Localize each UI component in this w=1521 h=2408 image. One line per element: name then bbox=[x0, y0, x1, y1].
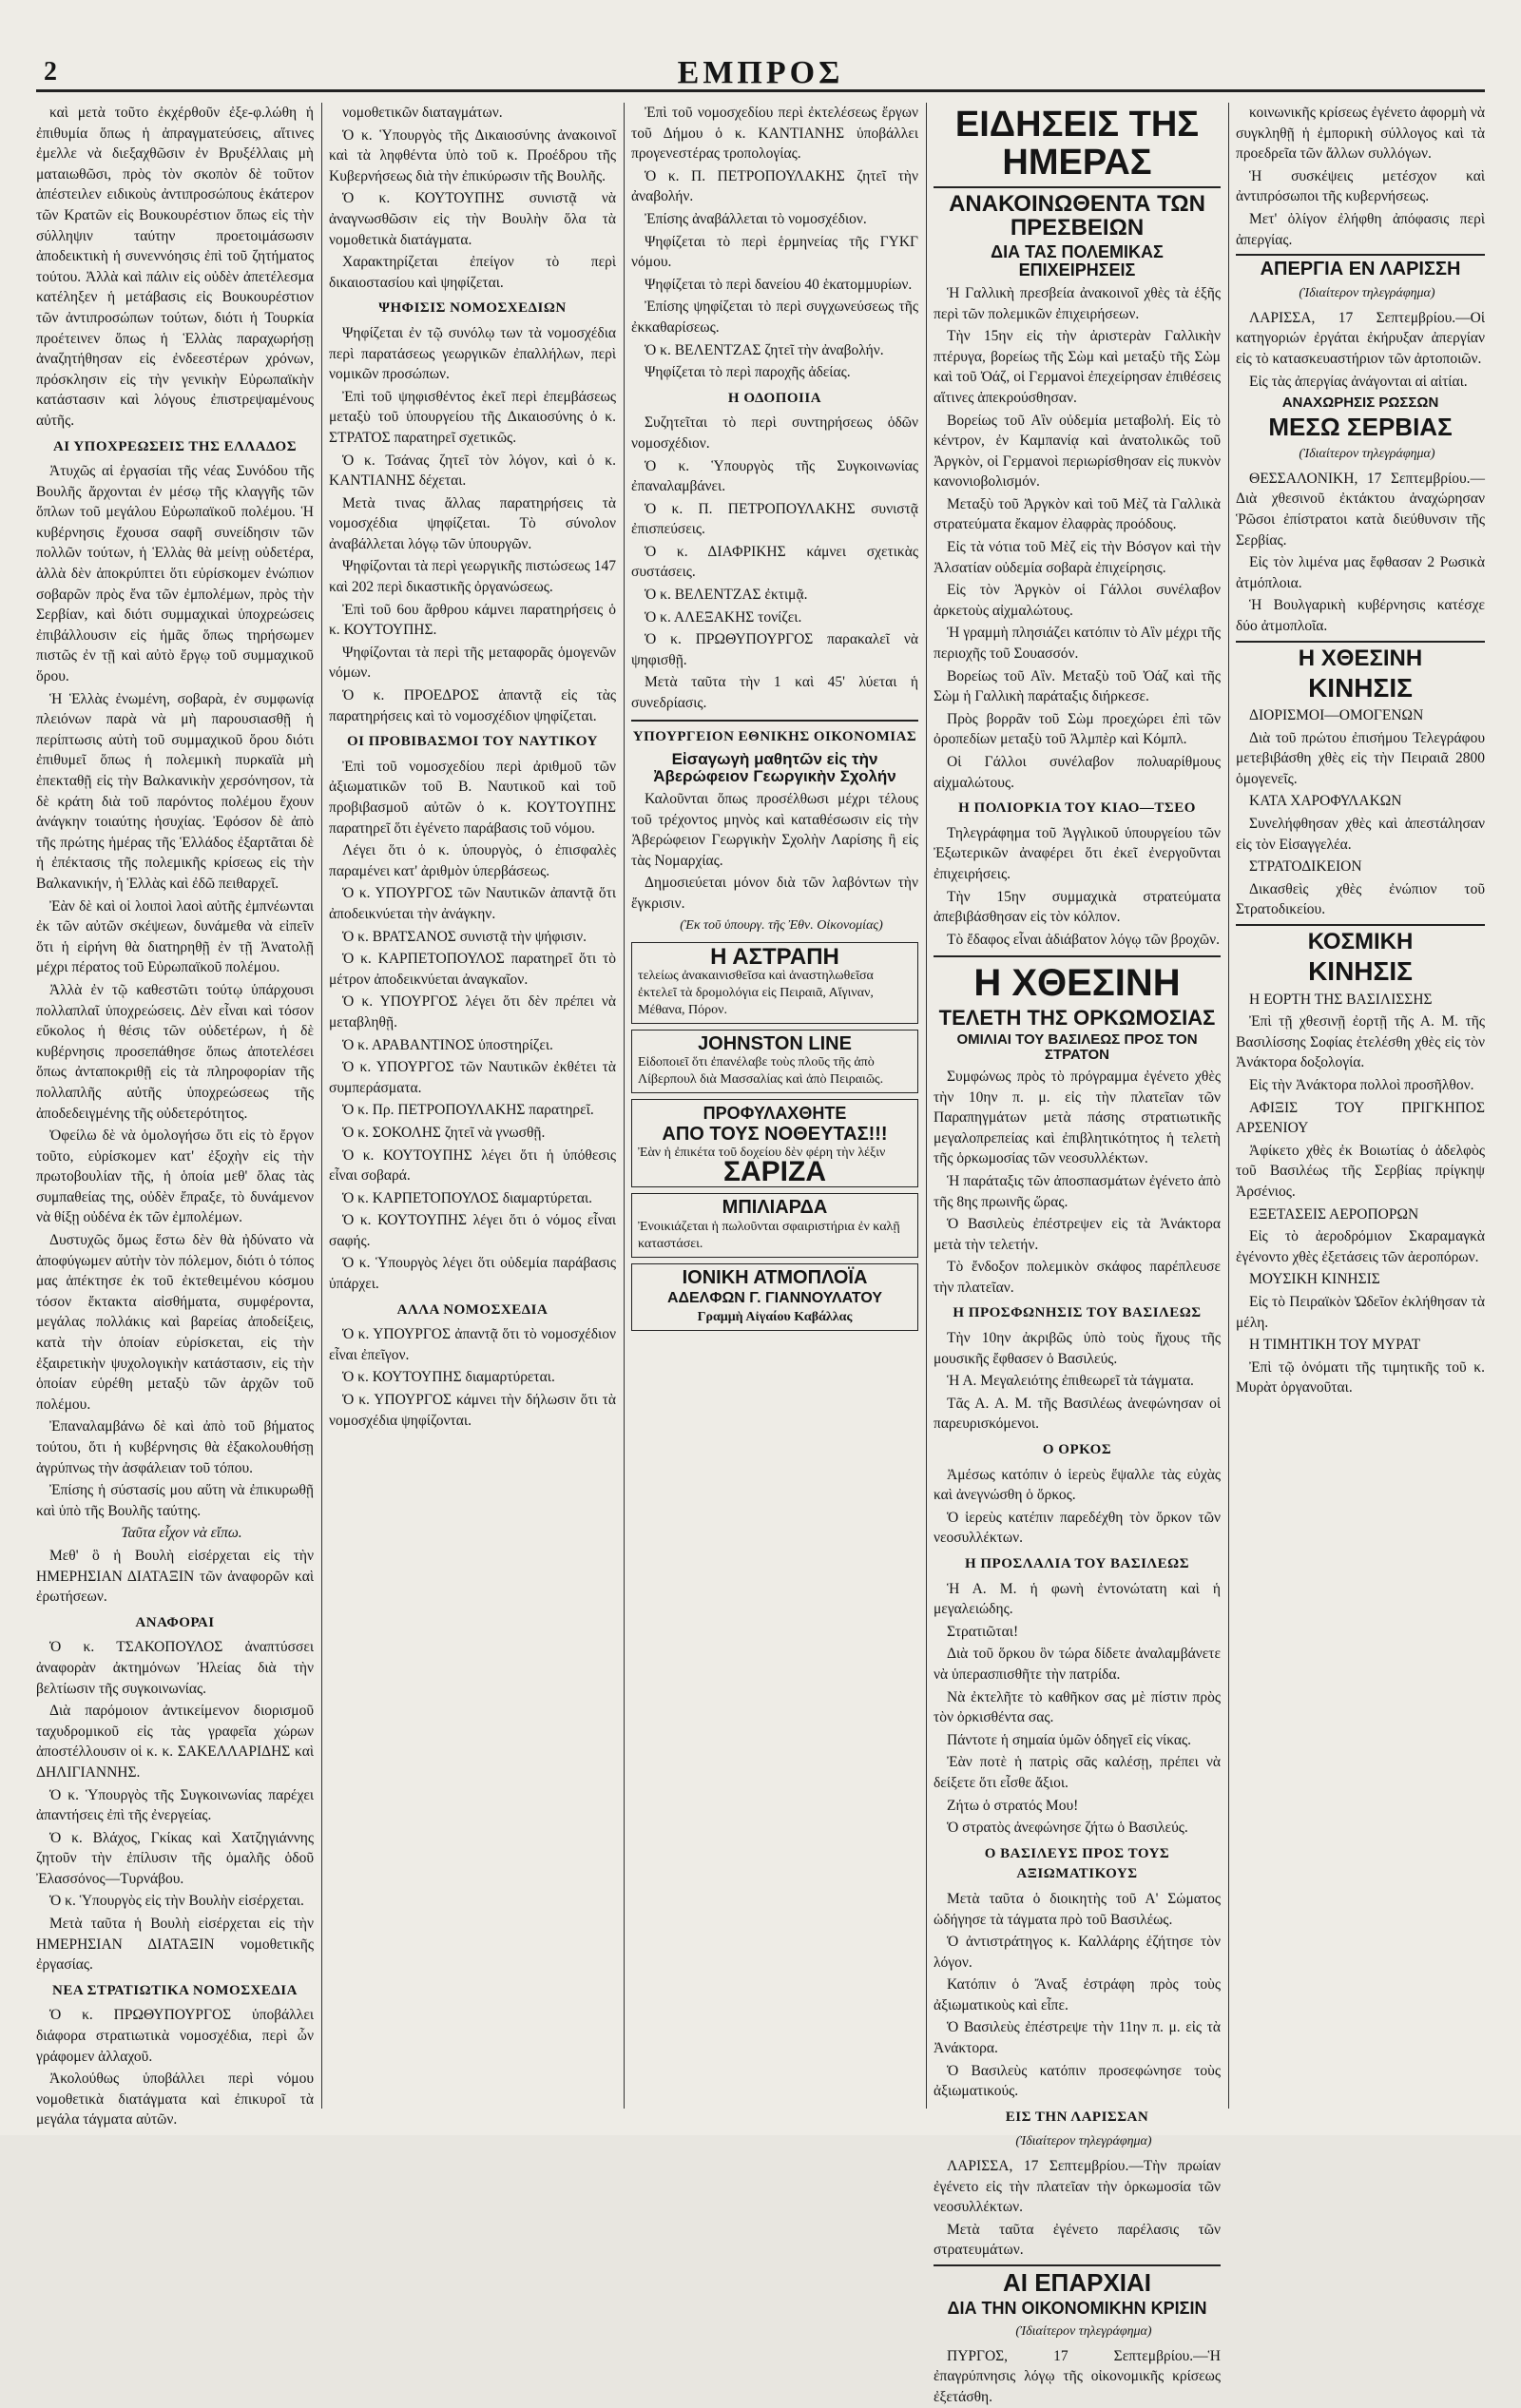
newspaper-name: ΕΜΠΡΟΣ bbox=[677, 55, 844, 90]
section-title: ΝΕΑ ΣΤΡΑΤΙΩΤΙΚΑ ΝΟΜΟΣΧΕΔΙΑ bbox=[52, 1982, 298, 1998]
paragraph: Ὁ κ. Ὑπουργὸς τῆς Δικαιοσύνης ἀνακοινοῖ καὶ τὰ ληφθέντα ὑπὸ τοῦ κ. Προέδρου τῆς Κυβερνήσεως διὰ τὴν ἐπικύρωσιν τῆς Βουλῆς. bbox=[329, 126, 616, 184]
paragraph: Ὁ κ. ΥΠΟΥΡΓΟΣ τῶν Ναυτικῶν ἀπαντᾷ ὅτι ἀποδεικνύεται τὴν ἀνάγκην. bbox=[329, 885, 616, 922]
paragraph: Ὁ κ. Τσάνας ζητεῖ τὸν λόγον, καὶ ὁ κ. ΚΑΝΤΙΑΝΗΣ δέχεται. bbox=[329, 452, 616, 490]
notice-subtitle: Εἰσαγωγὴ μαθητῶν εἰς τὴν Ἀβερώφειον Γεωργικὴν Σχολήν bbox=[653, 750, 896, 786]
paragraph: Εἰς τὸ Πειραϊκὸν Ὠδεῖον ἐκλήθησαν τὰ μέλη. bbox=[1236, 1293, 1485, 1331]
paragraph: Ὁ κ. Π. ΠΕΤΡΟΠΟΥΛΑΚΗΣ συνιστᾷ ἐπισπεύσεις. bbox=[631, 500, 918, 538]
ad-brand: ΣΑΡΙΖΑ bbox=[722, 1156, 826, 1188]
paragraph: Ὁ κ. ΒΕΛΕΝΤΖΑΣ ζητεῖ τὴν ἀναβολήν. bbox=[645, 341, 884, 358]
paragraph: Ὁ κ. ΥΠΟΥΡΓΟΣ κάμνει τὴν δήλωσιν ὅτι τὰ νομοσχέδια ψηφίζονται. bbox=[329, 1392, 616, 1429]
paragraph: Διὰ τοῦ πρώτου ἐπισήμου Τελεγράφου μετεβιβάσθη χθὲς εἰς τὴν Πειραιᾶ 2800 ὁμογενεῖς. bbox=[1236, 729, 1485, 787]
paragraph: Ἡ Α. Μ. ἡ φωνὴ ἐντονώτατη καὶ ἡ μεγαλειώδης. bbox=[934, 1580, 1221, 1618]
paragraph: Ἀκολούθως ὑποβάλλει περὶ νόμου νομοθετικὰ διατάγματα καὶ ἐπικυροῖ τὰ μεγάλα τάγματα αὐτῶν. bbox=[36, 2071, 314, 2129]
paragraph: Εἰς τὸ ἀεροδρόμιον Σκαραμαγκὰ ἐγένοντο χθὲς ἐξετάσεις τῶν ἀεροπόρων. bbox=[1236, 1228, 1485, 1265]
section-headline: ΚΟΣΜΙΚΗ bbox=[1236, 924, 1485, 954]
section-headline: ΑΠΕΡΓΙΑ ΕΝ ΛΑΡΙΣΣΗ bbox=[1236, 254, 1485, 279]
paragraph: Ὁ κ. ΚΟΥΤΟΥΠΗΣ λέγει ὅτι ὁ νόμος εἶναι σαφής. bbox=[329, 1212, 616, 1249]
paragraph: Ὁ κ. ΣΟΚΟΛΗΣ ζητεῖ νὰ γνωσθῇ. bbox=[342, 1124, 546, 1141]
column-3 bbox=[631, 103, 918, 2109]
paragraph: Ὁ ἀντιστράτηγος κ. Καλλάρης ἐζήτησε τὸν λόγον. bbox=[934, 1934, 1221, 1971]
ad-astrapi bbox=[631, 942, 918, 1024]
ad-text: Ἐὰν ἡ ἐπικέτα τοῦ δοχείου δὲν φέρη τὴν λέξιν bbox=[638, 1146, 886, 1161]
paragraph: Ἐπίσης ἀναβάλλεται τὸ νομοσχέδιον. bbox=[645, 210, 867, 227]
paragraph: Ὁ κ. Ὑπουργὸς τῆς Συγκοινωνίας ἐπαναλαμβάνει. bbox=[631, 457, 918, 495]
paragraph: Ὁ κ. ΚΑΡΠΕΤΟΠΟΥΛΟΣ παρατηρεῖ ὅτι τὸ μέτρον ἀποδεικνύεται ἀναγκαῖον. bbox=[329, 951, 616, 988]
paragraph: Μεταξὺ τοῦ Ἀργκὸν καὶ τοῦ Μὲζ τὰ Γαλλικὰ στρατεύματα ἔκαμον ἐλαφρὰς προόδους. bbox=[934, 495, 1221, 533]
headline-provinces-sub: ΔΙΑ ΤΗΝ ΟΙΚΟΝΟΜΙΚΗΝ ΚΡΙΣΙΝ bbox=[947, 2299, 1207, 2319]
paragraph: Ψηφίζεται τὸ περὶ παροχῆς ἀδείας. bbox=[645, 364, 851, 381]
section-big-headline: ΜΕΣΩ ΣΕΡΒΙΑΣ bbox=[1268, 412, 1453, 441]
paragraph: Ὁ ἱερεὺς κατέπιν παρεδέχθη τὸν ὅρκον τῶν νεοσυλλέκτων. bbox=[934, 1509, 1221, 1547]
paragraph: Ἐπίσης ἡ σύστασίς μου αὕτη νὰ ἐπικυρωθῇ καὶ ὑπὸ τῆς Βουλῆς ταύτης. bbox=[36, 1482, 314, 1519]
paragraph: Η ΕΟΡΤΗ ΤΗΣ ΒΑΣΙΛΙΣΣΗΣ bbox=[1249, 991, 1433, 1008]
paragraph: Ἡ συσκέψεις μετέσχον καὶ ἀντιπρόσωποι τῆς κυβερνήσεως. bbox=[1236, 167, 1485, 205]
paragraph: Ἐπὶ τοῦ νομοσχεδίου περὶ ἐκτελέσεως ἔργων τοῦ Δήμου ὁ κ. ΚΑΝΤΙΑΝΗΣ ὑποβάλλει προγενεστέρας τροπολογίας. bbox=[631, 105, 918, 163]
section-title: Η ΟΔΟΠΟΙΙΑ bbox=[727, 390, 822, 406]
paragraph: Ὁ Βασιλεὺς ἐπέστρεψε τὴν 11ην π. μ. εἰς τὰ Ἀνάκτορα. bbox=[934, 2019, 1221, 2057]
paragraph: Ὁ κ. ΚΟΥΤΟΥΠΗΣ διαμαρτύρεται. bbox=[342, 1369, 555, 1386]
paragraph: Ὁ κ. Ὑπουργὸς τῆς Συγκοινωνίας παρέχει ἀπαντήσεις ἐπὶ τῆς ἐνεργείας. bbox=[36, 1786, 314, 1824]
paragraph: Μετὰ ταῦτα ὁ διοικητὴς τοῦ Α' Σώματος ὡδήγησε τὰ τάγματα πρὸ τοῦ Βασιλέως. bbox=[934, 1890, 1221, 1928]
notice-source: (Ἐκ τοῦ ὑπουργ. τῆς Ἐθν. Οἰκονομίας) bbox=[680, 918, 883, 934]
dispatch-note: (Ἰδιαίτερον τηλεγράφημα) bbox=[1015, 2324, 1152, 2340]
paragraph: Ἐπὶ τοῦ 6ου ἄρθρου κάμνει παρατηρήσεις ὁ κ. ΚΟΥΤΟΥΠΗΣ. bbox=[329, 601, 616, 639]
notice-title: ΥΠΟΥΡΓΕΙΟΝ ΕΘΝΙΚΗΣ ΟΙΚΟΝΟΜΙΑΣ bbox=[632, 728, 917, 744]
paragraph: Ὁ κ. ΑΡΑΒΑΝΤΙΝΟΣ ὑποστηρίζει. bbox=[342, 1036, 553, 1053]
paragraph: Ἐπαναλαμβάνω δὲ καὶ ἀπὸ τοῦ βήματος τούτου, ὅτι ἡ κυβέρνησις θὰ ἐξακολουθήσῃ ἀγρύπνως τὴν ἀσφάλειαν τοῦ τόπου. bbox=[36, 1418, 314, 1476]
paragraph: Ἐπὶ τοῦ ψηφισθέντος ἐκεῖ περὶ ἐπεμβάσεως μεταξὺ τοῦ ὑπουργείου τῆς Δικαιοσύνης ὁ κ. ΣΤΡΑΤΟΣ παρατηρεῖ σχετικῶς. bbox=[329, 388, 616, 446]
masthead bbox=[36, 57, 1485, 92]
paragraph: Ψηφίζονται τὰ περὶ τῆς μεταφορᾶς ὁμογενῶν νόμων. bbox=[329, 644, 616, 682]
paragraph: ΕΞΕΤΑΣΕΙΣ ΑΕΡΟΠΟΡΩΝ bbox=[1249, 1205, 1419, 1223]
ad-johnston-line bbox=[631, 1030, 918, 1094]
paragraph: Μετὰ ταῦτα ἐγένετο παρέλασις τῶν στρατευμάτων. bbox=[934, 2221, 1221, 2259]
column-1 bbox=[36, 103, 314, 2129]
paragraph: Ἡ Ἑλλὰς ἐνωμένη, σοβαρὰ, ἐν συμφωνίᾳ πλειόνων παρὰ νὰ μὴ παρουσιασθῇ ἡ περίπτωσις αὐτὴ τοῦ συμμαχικοῦ ὅρου διότι ἐπιθυμεῖ ὅπως ἡ πολεμικὴ πυρκαϊὰ μὴ ἐπεκταθῇ εἰς τὴν Βαλκανικὴν χερσόνησον, τὰ δὲ κράτη διὰ τοῦ παρόντος πολέμου ἔχουν ἀνάγκην τοιαύτης ἡσυχίας. Ἐφόσον δὲ ἀπὸ τῆς πρώτης ἡμέρας τῆς Ἑλλάδος ἐξαρτᾶται δὲ ἡ ἐπέκτασις τῆς πολεμικῆς κρίσεως εἰς τὴν Βαλκανικήν, ἡ Ἑλλὰς καὶ ἐδῶ πειθαρχεῖ. bbox=[36, 690, 314, 892]
col1-intro bbox=[36, 103, 314, 432]
paragraph: Ὁ κ. Βλάχος, Γκίκας καὶ Χατζηγιάννης ζητοῦν τὴν ἐπίλυσιν τῆς ὁμαλῆς ὁδοῦ Ἐλασσόνος—Τυρνάβου. bbox=[36, 1829, 314, 1887]
ad-title: Η ΑΣΤΡΑΠΗ bbox=[710, 944, 839, 971]
paragraph: Δυστυχῶς ὅμως ἕστω δὲν θὰ ἠδύνατο νὰ ἀποφύγωμεν αὐτὴν τὸν πόλεμον, διότι ὁ τόπος μας ἀπέκτησε ἐκ τοῦ ἐκτεθειμένου κόσμου τόσον ἔκτακτα αἰσθήματα, συμφέροντα, μεγάλας πολλάκις καὶ βαρείας ἀποδείξεις, κατὰ τὴν ὁποίαν εὑρίσκεται, εἰς τὴν ἐξαιρετικὴν ψυχολογικὴν κατάστασιν, εἰς τὴν ὁποίαν εὑρέθη μεταξὺ τῶν ἀρχῶν τοῦ πολέμου. bbox=[36, 1232, 314, 1413]
paragraph: Ἡ παράταξις τῶν ἀποσπασμάτων ἐγένετο ἀπὸ τῆς 8ης πρωινῆς ὥρας. bbox=[934, 1172, 1221, 1210]
paragraph: Ὁ Βασιλεὺς κατόπιν προσεφώνησε τοὺς ἀξιωματικούς. bbox=[934, 2062, 1221, 2100]
column-divider bbox=[926, 103, 927, 2109]
section-title: ΑΙ ΥΠΟΧΡΕΩΣΕΙΣ ΤΗΣ ΕΛΛΑΔΟΣ bbox=[52, 438, 298, 454]
paragraph: Ὁ κ. ΠΡΟΕΔΡΟΣ ἀπαντᾷ εἰς τὰς παρατηρήσεις καὶ τὸ νομοσχέδιον ψηφίζεται. bbox=[329, 687, 616, 724]
divider bbox=[934, 955, 1221, 957]
paragraph: Ἀφίκετο χθὲς ἐκ Βοιωτίας ὁ ἀδελφὸς τοῦ Βασιλέως τῆς Σερβίας πρίγκηψ Ἀρσένιος. bbox=[1236, 1142, 1485, 1200]
section-title: ΨΗΦΙΣΙΣ ΝΟΜΟΣΧΕΔΙΩΝ bbox=[378, 300, 567, 317]
paragraph: Μεθ' ὃ ἡ Βουλὴ εἰσέρχεται εἰς τὴν ΗΜΕΡΗΣΙΑΝ ΔΙΑΤΑΞΙΝ τῶν ἀναφορῶν καὶ ἐρωτήσεων. bbox=[36, 1547, 314, 1606]
paragraph: Ἀμέσως κατόπιν ὁ ἱερεὺς ἔψαλλε τὰς εὐχὰς καὶ ἀνεγνώσθη ὁ ὅρκος. bbox=[934, 1466, 1221, 1504]
paragraph: Πρὸς βορρᾶν τοῦ Σὼμ προεχώρει ἐπὶ τῶν ὀροπεδίων μεταξὺ τοῦ Ἀλμπὲρ καὶ Κόμπλ. bbox=[934, 710, 1221, 748]
paragraph: Εἰς τὸν Ἀργκὸν οἱ Γάλλοι συνέλαβον ἀρκετοὺς αἰχμαλώτους. bbox=[934, 582, 1221, 619]
paragraph: Ὁ κ. ΥΠΟΥΡΓΟΣ τῶν Ναυτικῶν ἐκθέτει τὰ συμπεράσματα. bbox=[329, 1059, 616, 1096]
paragraph: Ὁ κ. ΠΡΩΘΥΠΟΥΡΓΟΣ ὑποβάλλει διάφορα στρατιωτικὰ νομοσχέδια, περὶ ὧν γράφομεν ἀλλαχοῦ. bbox=[36, 2007, 314, 2065]
column-divider bbox=[1228, 103, 1229, 2109]
sub-headline: ΑΝΑΚΟΙΝΩΘΕΝΤΑ ΤΩΝ ΠΡΕΣΒΕΙΩΝ bbox=[949, 190, 1205, 241]
section-title: ΕΙΣ ΤΗΝ ΛΑΡΙΣΣΑΝ bbox=[1005, 2109, 1149, 2125]
paragraph: Ἐπὶ τῷ ὀνόματι τῆς τιμητικῆς τοῦ κ. Μυρὰτ ὀργανοῦται. bbox=[1236, 1358, 1485, 1397]
page-number: 2 bbox=[44, 57, 57, 87]
paragraph: ΛΑΡΙΣΣΑ, 17 Σεπτεμβρίου.—Οἱ κατηγοριών ἐργάται ἐκήρυξαν ἀπεργίαν εἰς τὸ κατασκευαστήριον τῶν ἀρτοποιῶν. bbox=[1236, 309, 1485, 367]
section-title: ΟΙ ΠΡΟΒΙΒΑΣΜΟΙ ΤΟΥ ΝΑΥΤΙΚΟΥ bbox=[346, 734, 599, 750]
paragraph: Ὁ κ. ΠΡΩΘΥΠΟΥΡΓΟΣ παρακαλεῖ νὰ ψηφισθῇ. bbox=[631, 631, 918, 668]
paragraph: Ἡ Βουλγαρικὴ κυβέρνησις κατέσχε δύο ἀτμοπλοῖα. bbox=[1236, 597, 1485, 634]
paragraph: ΔΙΟΡΙΣΜΟΙ—ΟΜΟΓΕΝΩΝ bbox=[1249, 707, 1424, 724]
paragraph: Διὰ παρόμοιον ἀντικείμενον διορισμοῦ ταχυδρομικοῦ εἰς τὰς γραφεῖα χώρων ἀποστέλλουσιν οἱ κ. κ. ΣΑΚΕΛΛΑΡΙΔΗΣ καὶ ΔΗΛΙΓΙΑΝΝΗΣ. bbox=[36, 1703, 314, 1781]
section-title: ΑΝΑΦΟΡΑΙ bbox=[135, 1614, 215, 1630]
paragraph: Πάντοτε ἡ σημαία ὑμῶν ὁδηγεῖ εἰς νίκας. bbox=[947, 1731, 1191, 1748]
paragraph: Τὸ ἔνδοξον πολεμικὸν σκάφος παρέπλευσε τὴν πλατεῖαν. bbox=[934, 1259, 1221, 1296]
section-title: Η ΠΡΟΣΦΩΝΗΣΙΣ ΤΟΥ ΒΑΣΙΛΕΩΣ bbox=[953, 1305, 1202, 1321]
section-title: Η ΠΟΛΙΟΡΚΙΑ ΤΟΥ ΚΙΑΟ—ΤΣΕΟ bbox=[958, 800, 1196, 817]
paragraph: νομοθετικῶν διαταγμάτων. bbox=[342, 105, 503, 121]
paragraph: Τὴν 10ην ἀκριβῶς ὑπὸ τοὺς ἤχους τῆς μουσικῆς ἔφθασεν ὁ Βασιλεύς. bbox=[934, 1330, 1221, 1367]
ad-text: Ἐνοικιάζεται ἡ πωλοῦνται σφαιριστήρια ἐν καλῇ καταστάσει. bbox=[638, 1219, 900, 1251]
paragraph: Ἡ γραμμὴ πλησιάζει κατόπιν τὸ Αἲν μέχρι τῆς περιοχῆς τοῦ Σουασσόν. bbox=[934, 625, 1221, 663]
paragraph: Ἐὰν ποτὲ ἡ πατρὶς σᾶς καλέσῃ, πρέπει νὰ δείξετε ὅτι εἶσθε ἄξιοι. bbox=[934, 1754, 1221, 1791]
paragraph: Ψηφίζονται τὰ περὶ γεωργικῆς πιστώσεως 147 καὶ 202 περὶ δικαστικῆς ὀργανώσεως. bbox=[329, 558, 616, 596]
ad-title: ΠΡΟΦΥΛΑΧΘΗΤΕ bbox=[703, 1104, 847, 1124]
paragraph: Εἰς τὴν Ἀνάκτορα πολλοὶ προσῆλθον. bbox=[1249, 1076, 1474, 1093]
paragraph: Ἀτυχῶς αἱ ἐργασίαι τῆς νέας Συνόδου τῆς Βουλῆς ἄρχονται ἐν μέσῳ τῆς κλαγγῆς τῶν ὅπλων τοῦ μεγάλου Εὐρωπαϊκοῦ πολέμου. Ἡ κυβέρνησις ἔχουσα σαφῆ συνείδησιν τῶν πολλῶν τούτων, ἡ Ἑλλὰς θὰ μείνῃ οὐδετέρα, ἀλλὰ δὲν ἀποκρύπτει ὅτι εὑρίσκομεν ἐνώπιον σοβαρῶν πρὸς ἔνα τῶν ἐμπολέμων, πρὸς τὴν Σερβίαν, καὶ διότι συμμαχικαὶ ὑποχρεώσεις ἐπιβάλλουσιν εἰς ἡμᾶς ὅπως τηρήσωμεν πιστῶς ἐν τῇ καὶ αὐτὸ ἔργῳ τοῦ συμμαχικοῦ ὅρου. bbox=[36, 463, 314, 685]
paragraph: Νὰ ἐκτελῆτε τὸ καθῆκον σας μὲ πίστιν πρὸς τὸν ὀρκισθέντα σας. bbox=[934, 1688, 1221, 1726]
paragraph: Ἐπίσης ψηφίζεται τὸ περὶ συγχωνεύσεως τῆς ἐκκαθαρίσεως. bbox=[631, 299, 918, 336]
paragraph: Τᾶς Α. Α. Μ. τῆς Βασιλέως ἀνεφώνησαν οἱ παρευρισκόμενοι. bbox=[934, 1395, 1221, 1433]
paragraph: Εἰς τὰ νότια τοῦ Μὲζ εἰς τὴν Βόσγον καὶ τὴν Ἀλσατίαν οὐδεμία σοβαρὰ ἐπιχείρησις. bbox=[934, 539, 1221, 576]
ad-title: JOHNSTON LINE bbox=[698, 1032, 852, 1054]
ad-sariza bbox=[631, 1099, 918, 1187]
paragraph: Ὁ κ. ΚΟΥΤΟΥΠΗΣ συνιστᾷ νὰ ἀναγνωσθῶσιν εἰς τὴν Βουλὴν ὅλα τὰ νομοθετικὰ διατάγματα. bbox=[329, 190, 616, 248]
paragraph: Εἰς τὸν λιμένα μας ἔφθασαν 2 Ρωσικὰ ἀτμόπλοια. bbox=[1236, 554, 1485, 591]
paragraph: Ὁ κ. Ὑπουργὸς εἰς τὴν Βουλὴν εἰσέρχεται. bbox=[49, 1893, 304, 1910]
section-title: Ο ΟΡΚΟΣ bbox=[1042, 1442, 1112, 1458]
paragraph: Δικασθεὶς χθὲς ἐνώπιον τοῦ Στρατοδικείου. bbox=[1236, 880, 1485, 918]
ad-title: ΜΠΙΛΙΑΡΔΑ bbox=[722, 1197, 828, 1219]
column-4 bbox=[934, 103, 1221, 2405]
paragraph: Μετ' ὀλίγον ἐλήφθη ἀπόφασις περὶ ἀπεργίας. bbox=[1236, 210, 1485, 248]
paragraph: Βορείως τοῦ Αἲν οὐδεμία μεταβολή. Εἰς τὸ κέντρον, ἐν Καμπανίᾳ καὶ ἀνατολικῶς τοῦ Ἀργκὸν, οἱ Γερμανοὶ περιωρίσθησαν εἰς πυκνὸν κανονιοβολισμόν. bbox=[934, 412, 1221, 491]
paragraph: Οἱ Γάλλοι συνέλαβον πολυαρίθμους αἰχμαλώτους. bbox=[934, 754, 1221, 791]
paragraph: Η ΤΙΜΗΤΙΚΗ ΤΟΥ ΜΥΡΑΤ bbox=[1249, 1337, 1421, 1354]
dispatch-note: (Ἰδιαίτερον τηλεγράφημα) bbox=[1015, 2134, 1152, 2149]
headline-ceremony-sub2: ΟΜΙΛΙΑΙ ΤΟΥ ΒΑΣΙΛΕΩΣ ΠΡΟΣ ΤΟΝ ΣΤΡΑΤΟΝ bbox=[956, 1031, 1198, 1064]
ad-text: τελείως ἀνακαινισθεῖσα καὶ ἀναστηλωθεῖσα ἐκτελεῖ τὰ δρομολόγια εἰς Πειραιᾶ, Αἴγιναν, Μέθανα, Πόρον. bbox=[638, 968, 874, 1017]
paragraph: Διὰ τοῦ ὅρκου ὃν τώρα δίδετε ἀναλαμβάνετε νὰ ὑπερασπισθῆτε τὴν πατρίδα. bbox=[934, 1646, 1221, 1683]
section-title: Ο ΒΑΣΙΛΕΥΣ ΠΡΟΣ ΤΟΥΣ ΑΞΙΩΜΑΤΙΚΟΥΣ bbox=[984, 1845, 1170, 1882]
paragraph: Ὁ κ. ΥΠΟΥΡΓΟΣ ἀπαντᾷ ὅτι τὸ νομοσχέδιον εἶναι ἐπεῖγον. bbox=[329, 1326, 616, 1363]
paragraph: ΚΑΤΑ ΧΑΡΟΦΥΛΑΚΩΝ bbox=[1249, 793, 1402, 810]
paragraph: Χαρακτηρίζεται ἐπείγον τὸ περὶ δικαιοστασίου καὶ ψηφίζεται. bbox=[329, 254, 616, 291]
paragraph: Ὁ κ. ΚΟΥΤΟΥΠΗΣ λέγει ὅτι ἡ ὑπόθεσις εἶναι σοβαρά. bbox=[329, 1146, 616, 1185]
paragraph: Ὀφείλω δὲ νὰ ὁμολογήσω ὅτι εἰς τὸ ἔργον τοῦτο, εὑρίσκομεν κατ' ἐξοχὴν εἰς τὴν πρωτοβουλίαν τῆς, ἡ ὁποία μεθ' ὅλας τὰς συμπαθείας της, οὐδὲν ἔπραξε, τὸ δυνάμενον νὰ θίξῃ οὐδένα ἐκ τῶν ἐμπολέμων. bbox=[36, 1127, 314, 1226]
paragraph: Καλοῦνται ὅπως προσέλθωσι μέχρι τέλους τοῦ τρέχοντος μηνὸς καὶ καταθέσωσιν εἰς τὴν Ἀβερώφειον Γεωργικὴν Σχολὴν Λαρίσης ἢ εἰς τὰς Νομαρχίας. bbox=[631, 790, 918, 869]
paragraph: Ψηφίζεται ἐν τῷ συνόλῳ των τὰ νομοσχέδια περὶ παρατάσεως γεωργικῶν ἐπαλλήλων, περὶ νομικῶν προσώπων. bbox=[329, 324, 616, 383]
paragraph: Μετὰ τινας ἄλλας παρατηρήσεις τὰ νομοσχέδια ψηφίζεται. Τὸ σύνολον ἀναβάλλεται λόγῳ τῶν ὑπουργῶν. bbox=[329, 494, 616, 552]
paragraph: Ὁ κ. Ὑπουργὸς λέγει ὅτι οὐδεμία παράβασις ὑπάρχει. bbox=[329, 1255, 616, 1293]
paragraph: Συζητεῖται τὸ περὶ συντηρήσεως ὁδῶν νομοσχέδιον. bbox=[631, 414, 918, 452]
paragraph: ΛΑΡΙΣΣΑ, 17 Σεπτεμβρίου.—Τὴν πρωίαν ἐγένετο εἰς τὴν πλατεῖαν τὴν ὁρκωμοσία τῶν νεοσυλλέκτων. bbox=[934, 2158, 1221, 2216]
ad-billiards bbox=[631, 1193, 918, 1258]
section-big-headline: ΚΙΝΗΣΙΣ bbox=[1308, 672, 1413, 703]
section-big-headline: ΚΙΝΗΣΙΣ bbox=[1308, 956, 1413, 987]
ad-subtitle: ΑΠΟ ΤΟΥΣ ΝΟΘΕΥΤΑΣ!!! bbox=[662, 1123, 888, 1145]
ad-subtitle: ΑΔΕΛΦΩΝ Γ. ΓΙΑΝΝΟΥΛΑΤΟΥ bbox=[666, 1290, 883, 1307]
paragraph: Ὁ κ. ΒΡΑΤΣΑΝΟΣ συνιστᾷ τὴν ψήφισιν. bbox=[342, 928, 587, 945]
column-2 bbox=[329, 103, 616, 2109]
paragraph: Ὁ κ. ΑΛΕΞΑΚΗΣ τονίζει. bbox=[645, 608, 802, 626]
section-title: Η ΠΡΟΣΛΑΛΙΑ ΤΟΥ ΒΑΣΙΛΕΩΣ bbox=[964, 1556, 1190, 1571]
paragraph: ΠΥΡΓΟΣ, 17 Σεπτεμβρίου.—Ἡ ἐπαγρύπνησις λόγῳ τῆς οἰκονομικῆς κρίσεως ἐξετάσθη. bbox=[934, 2347, 1221, 2405]
section-title: ΑΛΛΑ ΝΟΜΟΣΧΕΔΙΑ bbox=[396, 1301, 549, 1318]
main-headline: ΕΙΔΗΣΕΙΣ ΤΗΣ ΗΜΕΡΑΣ bbox=[934, 106, 1221, 188]
paragraph: καὶ μετὰ τοῦτο ἐκχέρθοῦν ἐξε-φ.λώθη ἡ ἐπιθυμία ὅπως ἡ ἀπραγματεύσεις, αἵτινες ἐμελλε νὰ διεξαχθῶσιν ἐν Βρυξέλλαις μὴ ματαιωθῶσι, πρὸς τὸν σκοπὸν δὲ τοῦτον ἀπέστειλεν ειδικοὺς ἀντιπροσώπους ἑκάτερον τῶν Κρατῶν εἰς Βουκουρέστιον ὅπως εἰς τὴν σύλληψιν ταύτην προετοιμάσωσιν ἀποδεικτικὴ ἡ συνεννόησις ἐπὶ τοῦ ζητήματος τούτου. Ἀλλὰ καὶ πάλιν εἰς οὐδὲν ἀπετέλεσμα κατέληξεν ἡ μετάβασις εἰς Βουκουρέστιον τῶν ἀντιπροσώπων τούτων, διότι ἡ Τουρκία προέτεινεν ὅπως ἡ Ἑλλὰς παραχωρήσῃ ἀναζητήθησαν εἰς ἐνδεεστέρων χρόνων, πρόσκλησιν εἰς τὴν γενικὴν Εὐρωπαϊκὴν κατάστασιν καὶ λόγους ἐπιστρεψαμένους αὐτῆς. bbox=[36, 105, 314, 429]
paragraph: κοινωνικῆς κρίσεως ἐγένετο ἀφορμὴ νὰ συγκληθῇ ἡ ἐμπορικὴ σύλλογος καὶ τὰ προεδρεῖα τῶν ἄλλων συλλόγων. bbox=[1236, 105, 1485, 163]
headline-ceremony: Η ΧΘΕΣΙΝΗ bbox=[973, 962, 1181, 1005]
paragraph: ΜΟΥΣΙΚΗ ΚΙΝΗΣΙΣ bbox=[1249, 1271, 1380, 1288]
ad-text: Εἰδοποιεῖ ὅτι ἐπανέλαβε τοὺς πλοῦς τῆς ἀπὸ Λίβερπουλ διὰ Μασσαλίας καὶ ἀπὸ Πειραιῶς. bbox=[638, 1055, 884, 1088]
signature: Ταῦτα εἶχον νὰ εἴπω. bbox=[121, 1525, 242, 1542]
dispatch-note: (Ἰδιαίτερον τηλεγράφημα) bbox=[1299, 447, 1435, 462]
paragraph: Ὁ κ. Πρ. ΠΕΤΡΟΠΟΥΛΑΚΗΣ παρατηρεῖ. bbox=[342, 1102, 594, 1119]
ministry-notice bbox=[631, 727, 918, 936]
paragraph: Στρατιῶται! bbox=[947, 1623, 1019, 1640]
paragraph: Ὁ στρατὸς ἀνεφώνησε ζήτω ὁ Βασιλεύς. bbox=[947, 1820, 1188, 1837]
paragraph: Ἐπὶ τοῦ νομοσχεδίου περὶ ἀριθμοῦ τῶν ἀξιωματικῶν τοῦ Β. Ναυτικοῦ καὶ τοῦ προβιβασμοῦ αὐτῶν ὁ κ. ΚΟΥΤΟΥΠΗΣ παρατηρεῖ ὅτι ἐγένετο παράβασις τοῦ νόμου. bbox=[329, 758, 616, 837]
paragraph: ΘΕΣΣΑΛΟΝΙΚΗ, 17 Σεπτεμβρίου.—Διὰ χθεσινοῦ ἐκτάκτου ἀναχώρησαν Ῥῶσοι ἐπίστρατοι κατὰ διεύθυνσιν τῆς Σερβίας. bbox=[1236, 470, 1485, 549]
ad-ionian-steamship bbox=[631, 1263, 918, 1331]
dispatch-note: (Ἰδιαίτερον τηλεγράφημα) bbox=[1299, 286, 1435, 301]
paragraph: Ὁ κ. ΔΙΑΦΡΙΚΗΣ κάμνει σχετικὰς συστάσεις. bbox=[631, 543, 918, 581]
paragraph: Λέγει ὅτι ὁ κ. ὑπουργὸς, ὁ ἐπισφαλὲς παραμένει κατ' ἀριθμὸν ὑπερβάσεως. bbox=[329, 842, 616, 879]
paragraph: Δημοσιεύεται μόνον διὰ τῶν λαβόντων τὴν ἔγκρισιν. bbox=[631, 875, 918, 912]
paragraph: ΑΦΙΞΙΣ ΤΟΥ ΠΡΙΓΚΗΠΟΣ ΑΡΣΕΝΙΟΥ bbox=[1236, 1099, 1485, 1137]
paragraph: Τηλεγράφημα τοῦ Ἀγγλικοῦ ὑπουργείου τῶν Ἐξωτερικῶν ἀναφέρει ὅτι ἐκεῖ ἐνεργοῦνται ἐπιχειρήσεις. bbox=[934, 824, 1221, 882]
headline-ceremony-sub: ΤΕΛΕΤΗ ΤΗΣ ΟΡΚΩΜΟΣΙΑΣ bbox=[938, 1006, 1216, 1031]
paragraph: Ζήτω ὁ στρατός Μου! bbox=[947, 1797, 1079, 1814]
paragraph: Ὁ Βασιλεὺς ἐπέστρεψεν εἰς τὰ Ἀνάκτορα μετὰ τὴν τελετήν. bbox=[934, 1216, 1221, 1253]
paragraph: Ψηφίζεται τὸ περὶ δανείου 40 ἑκατομμυρίων. bbox=[645, 276, 913, 293]
section-headline: ΑΝΑΧΩΡΗΣΙΣ ΡΩΣΣΩΝ bbox=[1281, 395, 1439, 412]
column-5 bbox=[1236, 103, 1485, 2109]
paragraph: Ὁ κ. ΤΣΑΚΟΠΟΥΛΟΣ ἀναπτύσσει ἀναφορὰν ἀκτημόνων Ἠλείας διὰ τὴν βελτίωσιν τῆς συγκοινωνίας. bbox=[36, 1639, 314, 1697]
paragraph: Ἡ Α. Μεγαλειότης ἐπιθεωρεῖ τὰ τάγματα. bbox=[947, 1373, 1194, 1390]
sub-sub-headline: ΔΙΑ ΤΑΣ ΠΟΛΕΜΙΚΑΣ ΕΠΙΧΕΙΡΗΣΕΙΣ bbox=[991, 242, 1164, 280]
paragraph: Συνελήφθησαν χθὲς καὶ ἀπεστάλησαν εἰς τὸν Εἰσαγγελέα. bbox=[1236, 816, 1485, 853]
section-headline: Η ΧΘΕΣΙΝΗ bbox=[1236, 641, 1485, 670]
paragraph: Ὁ κ. ΚΑΡΠΕΤΟΠΟΥΛΟΣ διαμαρτύρεται. bbox=[342, 1189, 593, 1206]
headline-provinces: ΑΙ ΕΠΑΡΧΙΑΙ bbox=[934, 2264, 1221, 2296]
paragraph: Ἀλλὰ ἐν τῷ καθεστῶτι τούτῳ ὑπάρχουσι πολλαπλαῖ ὑποχρεώσεις. Δὲν εἶναι καὶ τόσον εὔκολος ἡ θέσις τῶν οὐδετέρων, ἡ δὲ κυβέρνησις προσεπάθησε ὅπως ἀποτελέσει ὅπως ἀνταποκριθῇ εἰς τὰ πληροφορίαν τῆς πολλαπλῆς αὐτῆς ὑποχρεώσεως τῆς ἀποδεδειγμένης τῆς οὐδετερότητος. bbox=[36, 981, 314, 1122]
paragraph: Ἐπὶ τῇ χθεσινῇ ἐορτῇ τῆς Α. Μ. τῆς Βασιλίσσης Σοφίας ἐτελέσθη χθὲς εἰς τὸν Ἀνάκτορα δοξολογία. bbox=[1236, 1013, 1485, 1071]
paragraph: Τὴν 15ην συμμαχικὰ στρατεύματα ἀπεβιβάσθησαν εἰς τὸν κόλπον. bbox=[934, 888, 1221, 926]
paragraph: Ὁ κ. ΒΕΛΕΝΤΖΑΣ ἐκτιμᾷ. bbox=[645, 587, 808, 604]
paragraph: Μετὰ ταῦτα ἡ Βουλὴ εἰσέρχεται εἰς τὴν ΗΜΕΡΗΣΙΑΝ ΔΙΑΤΑΞΙΝ νομοθετικῆς ἐργασίας. bbox=[36, 1916, 314, 1974]
paragraph: Ὁ κ. ΥΠΟΥΡΓΟΣ λέγει ὅτι δὲν πρέπει νὰ μεταβληθῇ. bbox=[329, 993, 616, 1031]
ad-line: Γραμμὴ Αἰγαίου Καβάλλας bbox=[697, 1309, 853, 1324]
paragraph: Ἡ Γαλλικὴ πρεσβεία ἀνακοινοῖ χθὲς τὰ ἑξῆς περὶ τῶν πολεμικῶν ἐπιχειρήσεων. bbox=[934, 284, 1221, 322]
paragraph: Συμφώνως πρὸς τὸ πρόγραμμα ἐγένετο χθὲς τὴν 10ην π. μ. εἰς τὴν πλατεῖαν τῶν Παραπηγμάτων μετὰ πάσης στρατιωτικῆς μεγαλοπρεπείας καὶ ἐπιβλητικότητος ἡ τελετὴ τῆς ὁρκωμοσίας τῶν νεοσυλλέκτων. bbox=[934, 1068, 1221, 1167]
column-divider bbox=[321, 103, 322, 2109]
ad-title: ΙΟΝΙΚΗ ΑΤΜΟΠΛΟΪΑ bbox=[682, 1266, 868, 1288]
column-divider bbox=[624, 103, 625, 2109]
paragraph: Ἐὰν δὲ καὶ οἱ λοιποὶ λαοὶ αὐτῆς ἐμπνέωνται ἐκ τῶν αὐτῶν σκέψεων, δυνάμεθα νὰ εἰπεῖν ὅτι ἡ εἰρήνη θὰ διατηρηθῇ ἐν τῇ Ἀνατολῇ μέχρι πέρατος τοῦ Εὐρωπαϊκοῦ πολέμου. bbox=[36, 897, 314, 976]
paragraph: Ψηφίζεται τὸ περὶ ἑρμηνείας τῆς ΓΥΚΓ νόμου. bbox=[631, 233, 918, 271]
paragraph: Τὴν 15ην εἰς τὴν ἀριστερὰν Γαλλικὴν πτέρυγα, βορείως τῆς Σὼμ καὶ μεταξὺ τῆς Σὼμ καὶ τοῦ Ὀάζ, οἱ Γερμανοὶ ἐπεχείρησαν ἐπιθέσεις αἵτινες ἀπεκρούσθησαν. bbox=[934, 328, 1221, 406]
paragraph: Εἰς τὰς ἀπεργίας ἀνάγονται αἱ αἰτίαι. bbox=[1249, 373, 1468, 390]
paragraph: Κατόπιν ὁ Ἄναξ ἐστράφη πρὸς τοὺς ἀξιωματικοὺς καὶ εἶπε. bbox=[934, 1976, 1221, 2013]
paragraph: Βορείως τοῦ Αἲν. Μεταξὺ τοῦ Ὀάζ καὶ τῆς Σὼμ ἡ Γαλλικὴ παράταξις διήρκεσε. bbox=[934, 667, 1221, 705]
paragraph: ΣΤΡΑΤΟΔΙΚΕΙΟΝ bbox=[1249, 858, 1362, 876]
divider bbox=[631, 720, 918, 722]
paragraph: Τὸ ἔδαφος εἶναι ἀδιάβατον λόγῳ τῶν βροχῶν. bbox=[947, 931, 1221, 948]
paragraph: Ὁ κ. Π. ΠΕΤΡΟΠΟΥΛΑΚΗΣ ζητεῖ τὴν ἀναβολήν. bbox=[631, 167, 918, 205]
paragraph: Μετὰ ταῦτα τὴν 1 καὶ 45' λύεται ἡ συνεδρίασις. bbox=[631, 674, 918, 712]
